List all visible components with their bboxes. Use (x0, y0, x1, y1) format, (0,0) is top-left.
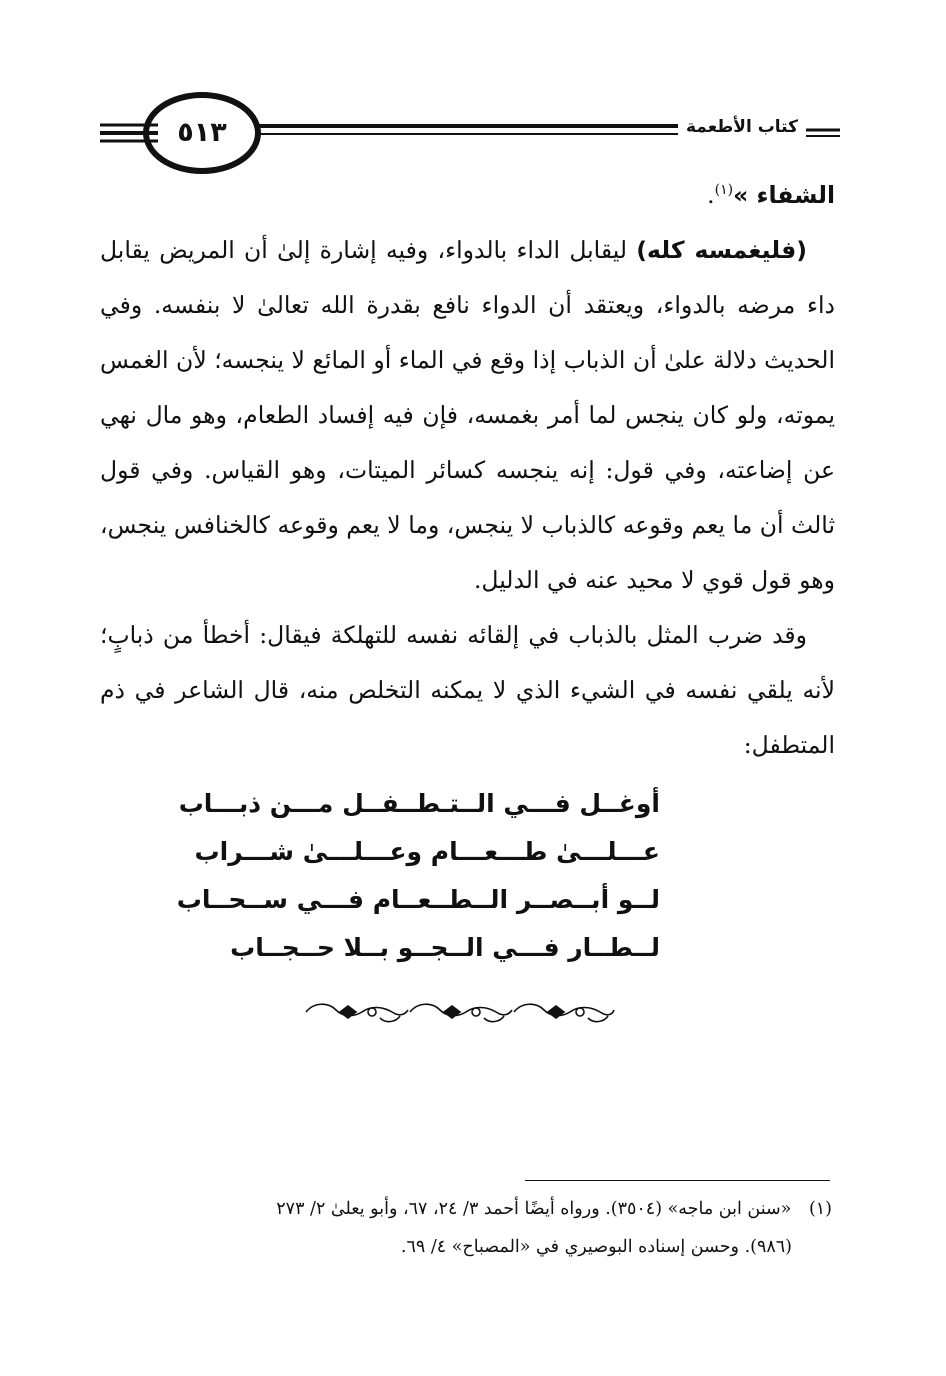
main-text (100, 168, 835, 773)
poem-verse: عـــلـــىٰ طـــعـــام وعـــلـــىٰ شـــراب (194, 837, 660, 866)
footnote-text-line-2: (٩٨٦). وحسن إسناده البوصيري في «المصباح» ٤/ ٦٩. (400, 1237, 792, 1257)
poem-verse: لــطــار فـــي الــجــو بــلا حــجــاب (230, 933, 660, 962)
footnote-separator (525, 1180, 830, 1181)
paragraph-1-text: الشفاء » (733, 181, 835, 209)
paragraph-3: وقد ضرب المثل بالذباب في إلقائه نفسه للتهلكة فيقال: أخطأ من ذبابٍ؛ لأنه يلقي نفسه في الشيء الذي لا يمكنه التخلص منه، قال الشاعر في ذم المتطفل: (100, 621, 835, 759)
footnote-marker: (١) (808, 1199, 832, 1219)
paragraph-1-end: . (707, 181, 715, 209)
poem-verse: لــو أبــصــر الــطــعــام فـــي ســحــاب (176, 885, 660, 914)
poem-verse: أوغــل فـــي الــتـطــفــل مـــن ذبـــاب (178, 789, 660, 818)
section-ornament-icon (300, 996, 616, 1028)
poem (176, 780, 660, 972)
paragraph-1 (100, 168, 835, 223)
footnote-reference[interactable]: (١) (714, 182, 734, 199)
chapter-title: كتاب الأطعمة (685, 117, 798, 137)
paragraph-2-lemma: (فليغمسه كله) (636, 236, 807, 264)
footnote-text-line-1: «سنن ابن ماجه» (٣٥٠٤). ورواه أيضًا أحمد ٣/ ٢٤، ٦٧، وأبو يعلىٰ ٢/ ٢٧٣ (276, 1199, 792, 1219)
page-header (100, 90, 840, 174)
footnotes (100, 1190, 832, 1266)
paragraph-2 (100, 223, 835, 608)
paragraph-2-text: ليقابل الداء بالدواء، وفيه إشارة إلىٰ أن المريض يقابل داء مرضه بالدواء، ويعتقد أن الدواء نافع بقدرة الله تعالىٰ لا بنفسه. وفي الحديث دلالة علىٰ أن الذباب إذا وقع في الماء أو المائع لا ينجسه؛ لأن الغمس يموته، ولو كان ينجس لما أمر بغمسه، فإن فيه إفساد الطعام، وهو مال نهي عن إضاعته، وفي قول: إنه ينجسه كسائر الميتات، وهو القياس. وفي قول ثالث أن ما يعم وقوعه كالذباب لا ينجس، وما لا يعم وقوعه كالخنافس ينجس، وهو قول قوي لا محيد عنه في الدليل. (100, 236, 835, 594)
page-number: ٥١٣ (177, 117, 227, 148)
footnote-item (100, 1190, 832, 1228)
